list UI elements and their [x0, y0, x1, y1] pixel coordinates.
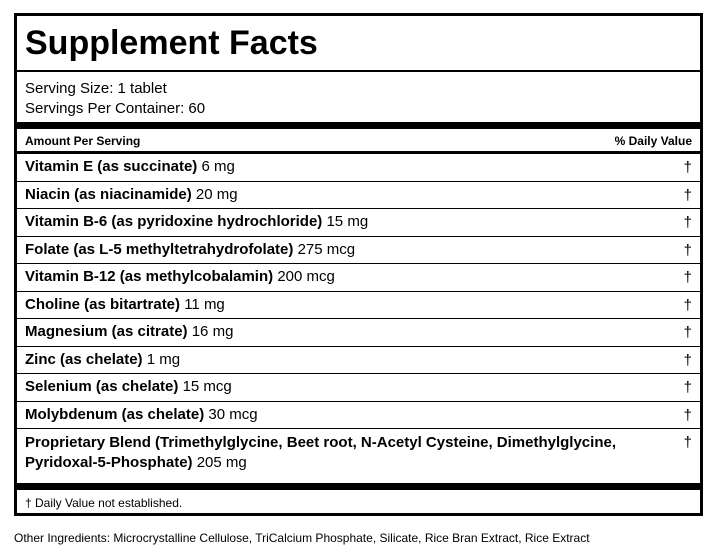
column-header [25, 134, 692, 150]
nutrient-name: Folate (as L-5 methyltetrahydrofolate) [25, 240, 294, 258]
nutrient-name: Vitamin E (as succinate) [25, 158, 198, 175]
nutrient-list [17, 154, 700, 477]
nutrient-name: Magnesium (as citrate) [25, 323, 188, 340]
thick-divider-top [17, 122, 700, 129]
nutrient-daily-value: † [683, 434, 692, 451]
nutrient-daily-value: † [683, 324, 692, 341]
nutrient-text [25, 433, 660, 473]
panel-title: Supplement Facts [25, 24, 318, 62]
nutrient-row [17, 264, 700, 292]
nutrient-name: Molybdenum (as chelate) [25, 405, 205, 423]
nutrient-name: Niacin (as niacinamide) [25, 185, 192, 203]
nutrient-row [17, 347, 700, 375]
nutrient-daily-value: † [683, 296, 692, 314]
nutrient-daily-value: † [683, 214, 692, 231]
nutrient-text [25, 350, 660, 370]
serving-size: Serving Size: 1 tablet [25, 80, 167, 97]
nutrient-daily-value: † [683, 351, 692, 369]
nutrient-name: Vitamin B-12 (as methylcobalamin) [25, 268, 274, 285]
nutrient-amount: 275 mcg [297, 240, 356, 258]
nutrient-text [25, 295, 660, 315]
nutrient-amount: 1 mg [146, 350, 181, 368]
nutrient-name: Choline (as bitartrate) [25, 295, 181, 313]
thick-divider-bottom [17, 483, 700, 490]
nutrient-amount: 11 mg [184, 295, 225, 313]
nutrient-row [17, 319, 700, 347]
nutrient-name: Zinc (as chelate) [25, 350, 143, 368]
daily-value-label: % Daily Value [614, 134, 692, 148]
amount-per-serving-label: Amount Per Serving [25, 134, 141, 148]
nutrient-daily-value: † [683, 159, 692, 176]
nutrient-amount: 6 mg [201, 158, 235, 175]
nutrient-text [25, 267, 660, 287]
nutrient-text [25, 377, 660, 397]
nutrient-text [25, 240, 660, 260]
nutrient-row [17, 402, 700, 430]
nutrient-daily-value: † [683, 186, 692, 204]
nutrient-text [25, 322, 660, 342]
nutrient-text [25, 405, 660, 425]
nutrient-name: Vitamin B-6 (as pyridoxine hydrochloride) [25, 213, 323, 230]
nutrient-amount: 205 mg [196, 454, 247, 471]
nutrient-row [17, 374, 700, 402]
nutrient-amount: 30 mcg [208, 405, 258, 423]
nutrient-amount: 15 mg [326, 213, 369, 230]
nutrient-text [25, 212, 660, 232]
nutrient-text [25, 157, 660, 177]
footnote: † Daily Value not established. [25, 496, 183, 510]
serving-info [25, 79, 205, 119]
title-divider [17, 70, 700, 72]
nutrient-text [25, 185, 660, 205]
nutrient-row [17, 292, 700, 320]
nutrient-daily-value: † [683, 379, 692, 396]
nutrient-row [17, 237, 700, 265]
nutrient-daily-value: † [683, 269, 692, 286]
nutrient-row [17, 154, 700, 182]
nutrient-amount: 15 mcg [182, 378, 232, 395]
nutrient-name: Selenium (as chelate) [25, 378, 179, 395]
nutrient-amount: 20 mg [195, 185, 238, 203]
nutrient-amount: 200 mcg [277, 268, 335, 285]
nutrient-name: Proprietary Blend (Trimethylglycine, Beet root, N-Acetyl Cysteine, Dimethylglycine, Pyridoxal-5-Phosphate) [25, 434, 616, 471]
servings-per-container: Servings Per Container: 60 [25, 100, 206, 117]
nutrient-row [17, 209, 700, 237]
other-ingredients: Other Ingredients: Microcrystalline Cellulose, TriCalcium Phosphate, Silicate, Rice Bran Extract, Rice Extract [14, 531, 590, 545]
nutrient-amount: 16 mg [191, 323, 234, 340]
nutrient-row [17, 429, 700, 477]
nutrient-daily-value: † [683, 241, 692, 259]
supplement-facts-panel [14, 13, 703, 516]
nutrient-row [17, 182, 700, 210]
nutrient-daily-value: † [683, 406, 692, 424]
